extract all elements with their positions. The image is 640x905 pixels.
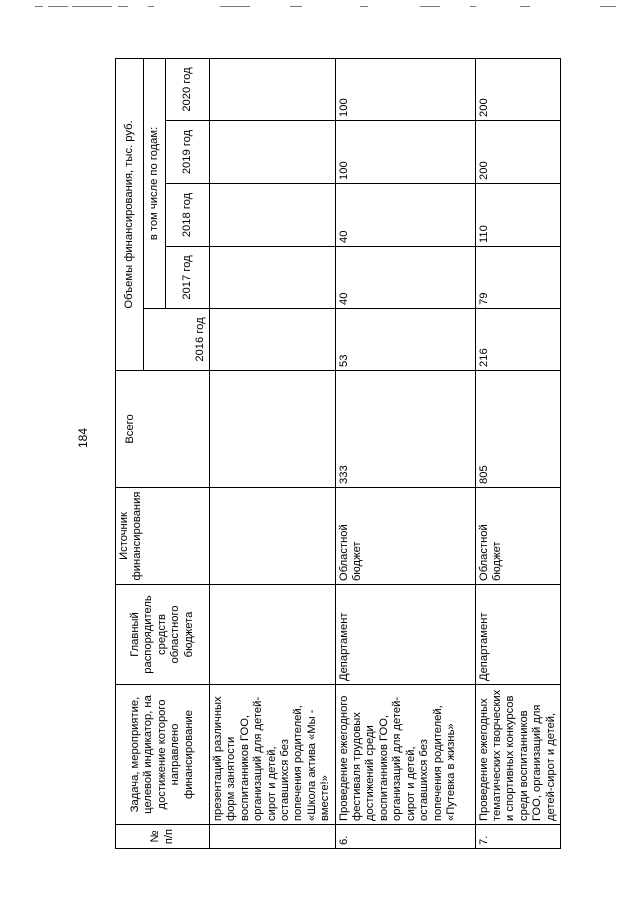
header-task: Задача, мероприятие, целевой индикатор, на достижение которого направлено финансирование: [116, 685, 210, 825]
row-task: презентаций различных форм занятости воспитанников ГОО, организаций для детей-сирот и детей, оставшихся без попечения родителей, «Школа актива «Мы - вместе!»: [210, 685, 336, 825]
row-task: Проведение ежегодного фестиваля трудовых достижений среди воспитанников ГОО, организаций для детей-сирот и детей, оставшихся без попечения родителей, «Путевка в жизнь»: [335, 685, 475, 825]
header-num: № п/п: [116, 825, 210, 849]
row-total: [210, 371, 336, 488]
row-2019: [210, 121, 336, 184]
header-by-years: в том числе по годам:: [144, 58, 166, 308]
row-total: 805: [475, 371, 560, 488]
header-year-2019: 2019 год: [166, 121, 210, 184]
row-2016: 53: [335, 309, 475, 371]
table-row: [210, 58, 336, 848]
header-year-2020: 2020 год: [166, 58, 210, 120]
table-row: [475, 58, 560, 848]
row-2017: 79: [475, 247, 560, 309]
header-year-2016: 2016 год: [144, 309, 210, 371]
row-admin: Департамент: [475, 585, 560, 685]
row-2020: 200: [475, 58, 560, 120]
row-2018: 40: [335, 184, 475, 247]
row-2016: [210, 309, 336, 371]
header-admin: Главный распорядитель средств областного бюджета: [116, 585, 210, 685]
header-total: Всего: [116, 371, 210, 488]
row-2020: [210, 58, 336, 120]
row-source: Областной бюджет: [335, 488, 475, 585]
header-source: Источник финансирования: [116, 488, 210, 585]
scan-noise-line: [0, 6, 640, 12]
row-2020: 100: [335, 58, 475, 120]
row-2018: 110: [475, 184, 560, 247]
row-source: [210, 488, 336, 585]
row-2019: 100: [335, 121, 475, 184]
row-2017: [210, 247, 336, 309]
row-num: [210, 825, 336, 849]
row-total: 333: [335, 371, 475, 488]
financing-table: [115, 58, 561, 849]
row-num: 6.: [335, 825, 475, 849]
row-2016: 216: [475, 309, 560, 371]
row-num: 7.: [475, 825, 560, 849]
header-year-2017: 2017 год: [166, 247, 210, 309]
row-2019: 200: [475, 121, 560, 184]
header-volumes: Объемы финансирования, тыс. руб.: [116, 58, 144, 370]
row-source: Областной бюджет: [475, 488, 560, 585]
page-number: 184: [76, 427, 90, 448]
financing-table-rotated: [115, 59, 555, 849]
header-year-2018: 2018 год: [166, 184, 210, 247]
row-admin: Департамент: [335, 585, 475, 685]
row-task: Проведение ежегодных тематических творческих и спортивных конкурсов среди воспитанников ГОО, организаций для детей-сирот и детей,: [475, 685, 560, 825]
row-2017: 40: [335, 247, 475, 309]
table-row: [335, 58, 475, 848]
row-admin: [210, 585, 336, 685]
row-2018: [210, 184, 336, 247]
